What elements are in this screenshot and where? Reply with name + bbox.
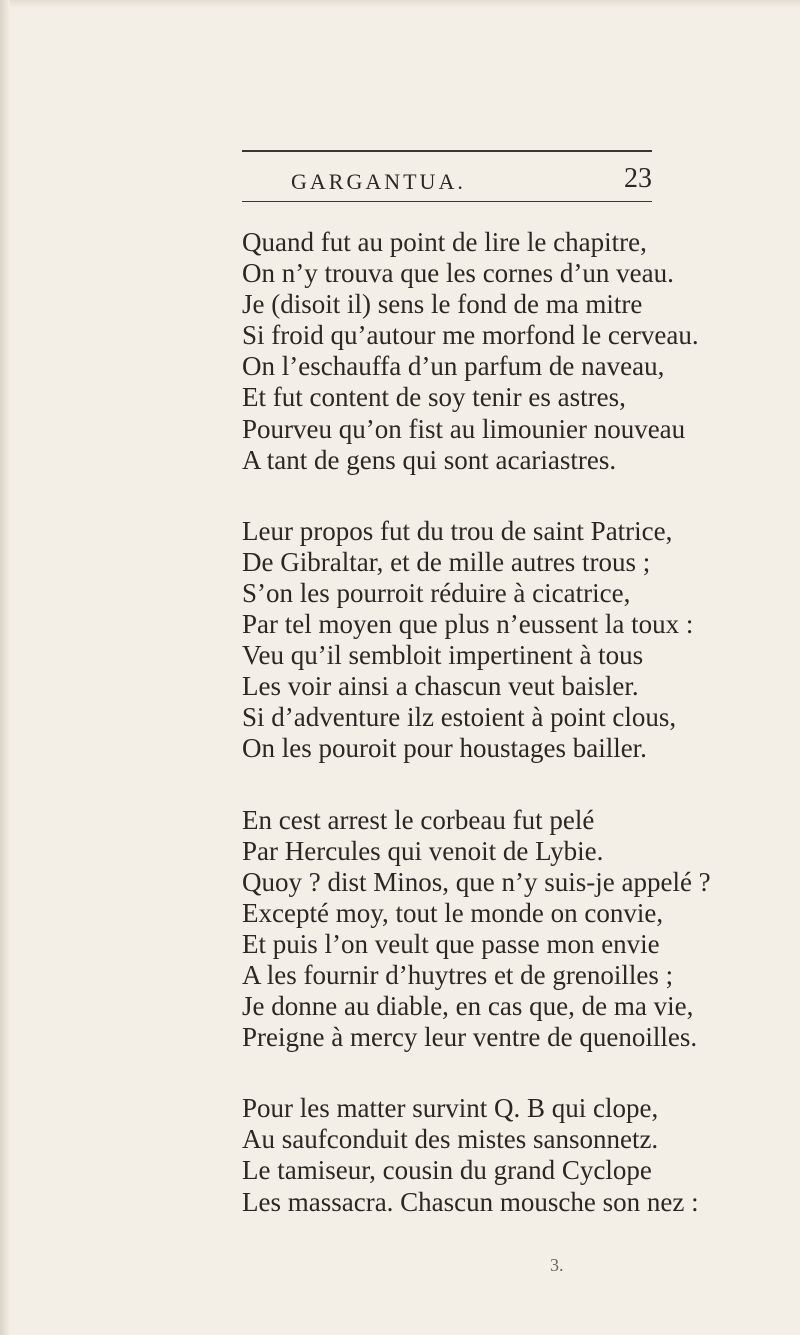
verse-line: On n’y trouva que les cornes d’un veau.	[242, 258, 674, 289]
verse-line: Par tel moyen que plus n’eussent la toux :	[242, 609, 694, 640]
stanza-2	[242, 516, 712, 765]
verse-line: On l’eschauffa d’un parfum de naveau,	[242, 351, 665, 382]
verse-line: Pourveu qu’on fist au limounier nouveau	[242, 413, 686, 444]
verse-line: De Gibraltar, et de mille autres trous ;	[242, 546, 651, 577]
verse-line: Quand fut au point de lire le chapitre,	[242, 227, 647, 257]
verse-line: Pour les matter survint Q. B qui clope,	[242, 1093, 659, 1124]
verse-line: Les massacra. Chascun mousche son nez :	[242, 1186, 699, 1217]
running-title: GARGANTUA.	[291, 169, 466, 194]
verse-line: Excepté moy, tout le monde on convie,	[242, 897, 664, 928]
page-number: 23	[624, 163, 652, 194]
verse-line: Et puis l’on veult que passe mon envie	[242, 928, 660, 959]
verse-line: On les pouroit pour houstages bailler.	[242, 733, 647, 764]
verse-line: En cest arrest le corbeau fut pelé	[242, 804, 595, 835]
verse-line: Je (disoit il) sens le fond de ma mitre	[242, 289, 643, 320]
page-edge-top	[0, 0, 800, 8]
verse-line: Le tamiseur, cousin du grand Cyclope	[242, 1155, 652, 1186]
verse-line: Preigne à mercy leur ventre de quenoilles.	[242, 1022, 698, 1053]
verse-line: A tant de gens qui sont acariastres.	[242, 444, 617, 475]
verse-line: Les voir ainsi a chascun veut baisler.	[242, 671, 639, 702]
verse-line: A les fournir d’huytres et de grenoilles ;	[242, 959, 674, 990]
running-header	[242, 150, 652, 210]
verse-line: Par Hercules qui venoit de Lybie.	[242, 835, 604, 866]
verse-line: Quoy ? dist Minos, que n’y suis-je appelé ?	[242, 866, 711, 897]
verse-line: Au saufconduit des mistes sansonnetz.	[242, 1124, 659, 1155]
signature-mark: 3.	[550, 1255, 564, 1275]
verse-line: Si d’adventure ilz estoient à point clous,	[242, 702, 677, 733]
verse-line: Veu qu’il sembloit impertinent à tous	[242, 640, 644, 671]
header-rule-top	[242, 150, 652, 152]
stanza-1	[242, 227, 712, 476]
verse-line: S’on les pourroit réduire à cicatrice,	[242, 577, 631, 608]
verse-line: Et fut content de soy tenir es astres,	[242, 382, 626, 413]
page-gutter-shadow	[0, 0, 10, 1335]
verse-line: Si froid qu’autour me morfond le cerveau.	[242, 320, 699, 351]
verse-line: Leur propos fut du trou de saint Patrice,	[242, 515, 673, 546]
header-rule-bottom	[242, 201, 652, 202]
stanza-4	[242, 1093, 712, 1217]
poem-body	[242, 227, 712, 1258]
stanza-3	[242, 805, 712, 1054]
verse-line: Je donne au diable, en cas que, de ma vie,	[242, 991, 694, 1022]
